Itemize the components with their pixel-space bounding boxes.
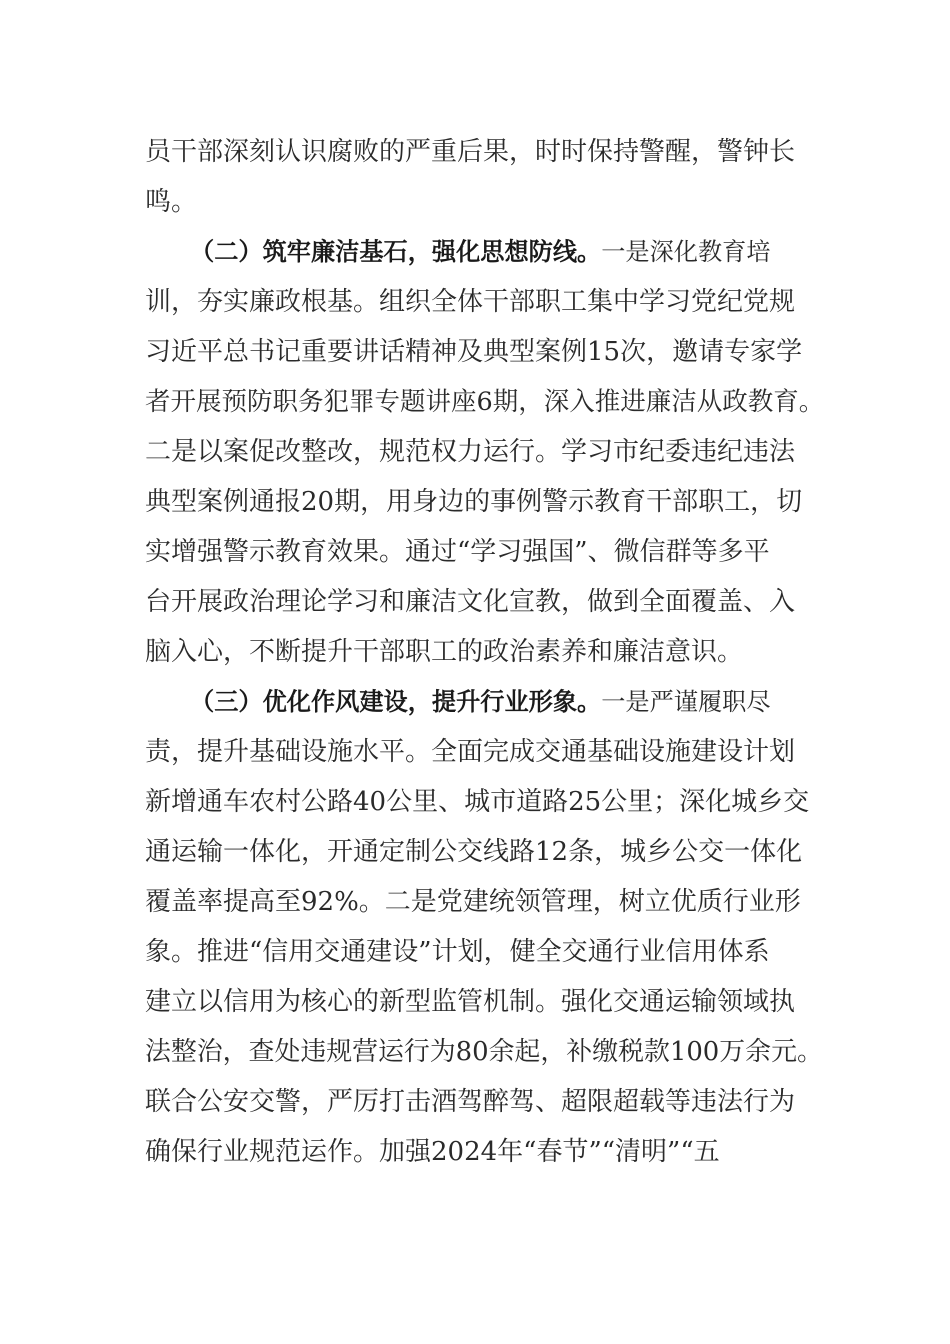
body-text-line: 建立以信用为核心的新型监管机制。强化交通运输领域执 (145, 987, 796, 1017)
body-text-line: 员干部深刻认识腐败的严重后果，时时保持警醒，警钟长 (145, 137, 796, 167)
body-text-line: 象。推进“信用交通建设”计划，健全交通行业信用体系 (145, 937, 770, 967)
body-text-line: 新增通车农村公路40公里、城市道路25公里；深化城乡交 (145, 787, 810, 817)
paragraph-first-line (190, 682, 870, 722)
body-text: 一是严谨履职尽 (601, 688, 771, 716)
body-text-line: 通运输一体化，开通定制公交线路12条，城乡公交一体化 (145, 837, 803, 867)
body-text-line: 实增强警示教育效果。通过“学习强国”、微信群等多平 (145, 537, 770, 567)
section-heading: （三）优化作风建设，提升行业形象。 (190, 688, 602, 716)
body-text-line: 脑入心，不断提升干部职工的政治素养和廉洁意识。 (145, 637, 744, 667)
paragraph-first-line (190, 232, 870, 272)
body-text-line: 典型案例通报20期，用身边的事例警示教育干部职工，切 (145, 487, 803, 517)
body-text-line: 法整治，查处违规营运行为80余起，补缴税款100万余元。 (145, 1037, 823, 1067)
body-text-line: 训，夯实廉政根基。组织全体干部职工集中学习党纪党规 (145, 287, 796, 317)
body-text: 一是深化教育培 (601, 238, 771, 266)
body-text-line: 台开展政治理论学习和廉洁文化宣教，做到全面覆盖、入 (145, 587, 796, 617)
body-text-line: 联合公安交警，严厉打击酒驾醉驾、超限超载等违法行为 (145, 1087, 796, 1117)
body-text-line: 二是以案促改整改，规范权力运行。学习市纪委违纪违法 (145, 437, 796, 467)
body-text-line: 覆盖率提高至92%。二是党建统领管理，树立优质行业形 (145, 887, 801, 917)
body-text-line: 确保行业规范运作。加强2024年“春节”“清明”“五 (145, 1137, 720, 1167)
section-heading: （二）筑牢廉洁基石，强化思想防线。 (190, 238, 602, 266)
body-text-line: 鸣。 (145, 187, 198, 217)
body-text-line: 者开展预防职务犯罪专题讲座6期，深入推进廉洁从政教育。 (145, 387, 825, 417)
body-text-line: 责，提升基础设施水平。全面完成交通基础设施建设计划 (145, 737, 796, 767)
body-text-line: 习近平总书记重要讲话精神及典型案例15次，邀请专家学 (145, 337, 803, 367)
